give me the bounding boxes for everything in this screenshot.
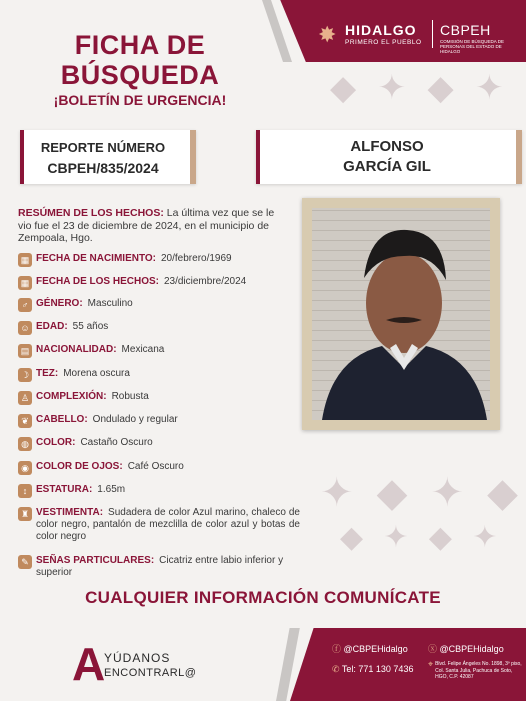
person-silhouette bbox=[312, 208, 490, 420]
twitter-handle: @CBPEHidalgo bbox=[439, 644, 504, 654]
cbpeh-logo-subtext: COMISIÓN DE BÚSQUEDA DE PERSONAS DEL ESTADO DE HIDALGO bbox=[440, 39, 505, 54]
person-photo-image bbox=[312, 208, 490, 420]
facebook-icon: ⓕ bbox=[332, 644, 342, 654]
field-label: COLOR DE OJOS: bbox=[36, 461, 123, 472]
hair-color-icon: ◍ bbox=[18, 437, 32, 451]
field-label: COMPLEXIÓN: bbox=[36, 391, 107, 402]
field-value: Masculino bbox=[87, 298, 133, 309]
marks-text bbox=[36, 555, 300, 579]
decorative-pattern-bottom-2: ◆ ✦ ◆ ✦ bbox=[340, 521, 504, 554]
field-row-hair-color bbox=[18, 437, 153, 451]
page-title-line2: BÚSQUEDA bbox=[60, 60, 220, 90]
field-row-nationality bbox=[18, 344, 164, 358]
height-icon: ↕ bbox=[18, 484, 32, 498]
field-row-age bbox=[18, 321, 108, 335]
ayudanos-logo-line1: YÚDANOS bbox=[104, 651, 171, 665]
field-row-gender bbox=[18, 298, 133, 312]
field-label: SEÑAS PARTICULARES: bbox=[36, 555, 155, 566]
body-icon: ♙ bbox=[18, 391, 32, 405]
field-row-event-date bbox=[18, 276, 246, 290]
field-row-marks bbox=[18, 555, 300, 579]
field-value: Sudadera de color Azul marino, chaleco de color negro, pantalón de mezclilla de color azul y botas de color negro bbox=[36, 507, 300, 542]
page-title bbox=[30, 30, 250, 90]
field-value: Morena oscura bbox=[63, 368, 130, 379]
marks-icon: ✎ bbox=[18, 555, 32, 569]
cbpeh-logo-text: CBPEH bbox=[440, 22, 491, 38]
field-value: 1.65m bbox=[97, 484, 126, 495]
gender-icon: ♂ bbox=[18, 298, 32, 312]
field-value: Cicatriz entre labio inferior y superior bbox=[36, 555, 284, 578]
field-label: GÉNERO: bbox=[36, 298, 83, 309]
twitter-link[interactable] bbox=[428, 642, 504, 655]
ayudanos-logo-line2: ENCONTRARL@ bbox=[104, 667, 197, 679]
page-subtitle: ¡BOLETÍN DE URGENCIA! bbox=[53, 92, 227, 108]
field-row-hair bbox=[18, 414, 178, 428]
field-value: 20/febrero/1969 bbox=[161, 253, 232, 264]
field-row-birthdate bbox=[18, 253, 232, 267]
logo-divider bbox=[432, 20, 433, 48]
summary-label: RESÚMEN DE LOS HECHOS: bbox=[18, 207, 164, 219]
field-row-eye-color bbox=[18, 461, 184, 475]
page-title-line1: FICHA DE bbox=[74, 30, 206, 60]
person-first-name: ALFONSO bbox=[350, 138, 424, 155]
calendar-icon: ▦ bbox=[18, 253, 32, 267]
report-label: REPORTE NÚMERO bbox=[40, 140, 166, 155]
hidalgo-logo-icon: ✸ bbox=[318, 22, 337, 47]
person-last-name: GARCÍA GIL bbox=[343, 158, 431, 175]
calendar-icon: ▦ bbox=[18, 276, 32, 290]
age-icon: ☺ bbox=[18, 321, 32, 335]
eye-icon: ◉ bbox=[18, 461, 32, 475]
field-row-build bbox=[18, 391, 149, 405]
hidalgo-logo-tag: PRIMERO EL PUEBLO bbox=[345, 39, 422, 46]
field-value: Café Oscuro bbox=[127, 461, 184, 472]
field-value: 23/diciembre/2024 bbox=[163, 276, 247, 287]
field-value: 55 años bbox=[72, 321, 109, 332]
summary bbox=[18, 207, 288, 245]
clothing-icon: ♜ bbox=[18, 507, 32, 521]
twitter-icon: ⓧ bbox=[428, 644, 438, 654]
facebook-link[interactable] bbox=[332, 642, 408, 655]
field-label: FECHA DE NACIMIENTO: bbox=[36, 253, 156, 264]
summary-text: La última vez que se le vio fue el 23 de diciembre de 2024, en el municipio de Zempoala, Hgo. bbox=[18, 207, 275, 244]
field-value: Mexicana bbox=[121, 344, 165, 355]
hair-icon: ❦ bbox=[18, 414, 32, 428]
field-label: EDAD: bbox=[36, 321, 68, 332]
skin-icon: ☽ bbox=[18, 368, 32, 382]
field-label: NACIONALIDAD: bbox=[36, 344, 117, 355]
field-row-skin bbox=[18, 368, 130, 382]
id-icon: ▤ bbox=[18, 344, 32, 358]
location-icon: ⌖ bbox=[428, 659, 434, 669]
field-row-height bbox=[18, 484, 125, 498]
clothing-text bbox=[36, 507, 300, 543]
phone-number: Tel: 771 130 7436 bbox=[341, 664, 414, 674]
field-value: Castaño Oscuro bbox=[80, 437, 153, 448]
field-label: ESTATURA: bbox=[36, 484, 93, 495]
ayudanos-logo-letter: A bbox=[72, 638, 106, 690]
field-label: FECHA DE LOS HECHOS: bbox=[36, 276, 159, 287]
field-label: COLOR: bbox=[36, 437, 76, 448]
field-value: Robusta bbox=[111, 391, 149, 402]
field-label: TEZ: bbox=[36, 368, 59, 379]
address-text: Blvd. Felipe Ángeles No. 1898, 3º piso, Col. Santa Julia, Pachuca de Soto, HGO, C.P. 42087 bbox=[435, 661, 522, 680]
decorative-pattern-bottom: ✦ ◆ ✦ ◆ bbox=[320, 471, 524, 515]
field-row-clothing bbox=[18, 507, 300, 543]
address bbox=[428, 661, 522, 681]
field-label: CABELLO: bbox=[36, 414, 88, 425]
report-number: CBPEH/835/2024 bbox=[47, 160, 159, 176]
phone-icon: ✆ bbox=[332, 664, 340, 674]
call-to-action: CUALQUIER INFORMACIÓN COMUNÍCATE bbox=[85, 588, 441, 607]
phone-link[interactable] bbox=[332, 664, 413, 675]
person-photo bbox=[302, 198, 500, 430]
field-label: VESTIMENTA: bbox=[36, 507, 104, 518]
decorative-pattern-top: ◆ ✦ ◆ ✦ bbox=[330, 69, 510, 107]
facebook-handle: @CBPEHidalgo bbox=[343, 644, 408, 654]
hidalgo-logo-text: HIDALGO bbox=[345, 22, 417, 38]
field-value: Ondulado y regular bbox=[92, 414, 178, 425]
